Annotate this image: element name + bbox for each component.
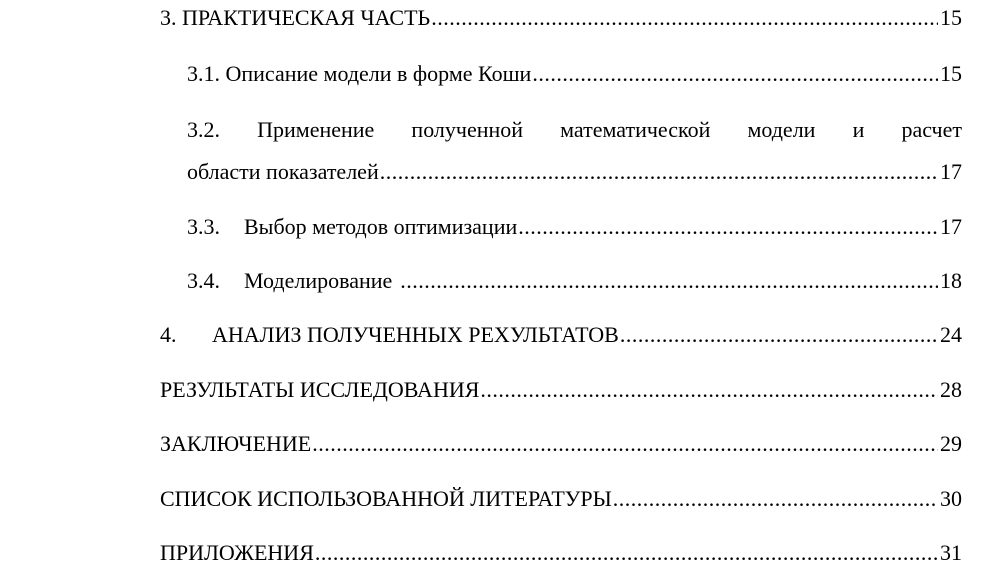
- toc-word: полученной: [411, 117, 524, 142]
- toc-entry-title: ПРИЛОЖЕНИЯ: [160, 540, 314, 565]
- toc-entry-title: 3.1. Описание модели в форме Коши: [187, 61, 532, 86]
- toc-word: модели: [747, 117, 816, 142]
- dot-leader: [620, 322, 938, 348]
- toc-entry-references[interactable]: [160, 486, 962, 512]
- toc-entry-conclusion[interactable]: [160, 431, 962, 457]
- toc-entry-research-results[interactable]: [160, 377, 962, 403]
- toc-entry-applying-model[interactable]: [187, 117, 962, 185]
- toc-entry-analysis[interactable]: [160, 322, 962, 348]
- toc-entry-page: 24: [940, 322, 962, 347]
- dot-leader: [518, 214, 938, 240]
- dot-leader: [613, 486, 938, 512]
- toc-entry-title-line-2: области показателей: [187, 159, 379, 184]
- toc-entry-title: АНАЛИЗ ПОЛУЧЕННЫХ РЕХУЛЬТАТОВ: [212, 322, 619, 347]
- toc-entry-cauchy-model[interactable]: [187, 61, 962, 87]
- dot-leader: [380, 159, 938, 185]
- toc-entry-title-line-1: [187, 117, 962, 143]
- toc-entry-page: 30: [940, 486, 962, 511]
- toc-entry-title: 3. ПРАКТИЧЕСКАЯ ЧАСТЬ: [160, 5, 431, 30]
- dot-leader: [400, 268, 938, 294]
- toc-word: математической: [560, 117, 711, 142]
- toc-entry-page: 17: [940, 214, 962, 239]
- toc-word: и: [852, 117, 865, 142]
- toc-entry-practical-part[interactable]: [160, 5, 962, 31]
- toc-entry-title: РЕЗУЛЬТАТЫ ИССЛЕДОВАНИЯ: [160, 377, 480, 402]
- toc-entry-number: 3.2.: [187, 117, 220, 142]
- toc-entry-page: 31: [940, 540, 962, 565]
- toc-word: расчет: [901, 117, 962, 142]
- dot-leader: [312, 431, 938, 457]
- toc-entry-page: 15: [940, 61, 962, 86]
- toc-entry-page: 18: [940, 268, 962, 293]
- toc-entry-title: СПИСОК ИСПОЛЬЗОВАННОЙ ЛИТЕРАТУРЫ: [160, 486, 612, 511]
- dot-leader: [480, 377, 938, 403]
- dot-leader: [431, 5, 938, 31]
- toc-entry-title: ЗАКЛЮЧЕНИЕ: [160, 431, 312, 456]
- dot-leader: [532, 61, 938, 87]
- dot-leader: [315, 540, 938, 566]
- toc-entry-modeling[interactable]: [187, 268, 962, 294]
- toc-word: Применение: [257, 117, 375, 142]
- toc-entry-optimization-methods[interactable]: [187, 214, 962, 240]
- toc-entry-page: 15: [940, 5, 962, 30]
- toc-entry-number: 3.3.: [187, 214, 220, 239]
- toc-entry-number: 3.4.: [187, 268, 220, 293]
- toc-entry-appendices[interactable]: [160, 540, 962, 566]
- toc-entry-page: 29: [940, 431, 962, 456]
- toc-entry-number: 4.: [160, 322, 177, 347]
- toc-entry-page: 28: [940, 377, 962, 402]
- toc-entry-title: Выбор методов оптимизации: [244, 214, 518, 239]
- toc-entry-title: Моделирование: [244, 268, 393, 293]
- toc-entry-page: 17: [940, 159, 962, 184]
